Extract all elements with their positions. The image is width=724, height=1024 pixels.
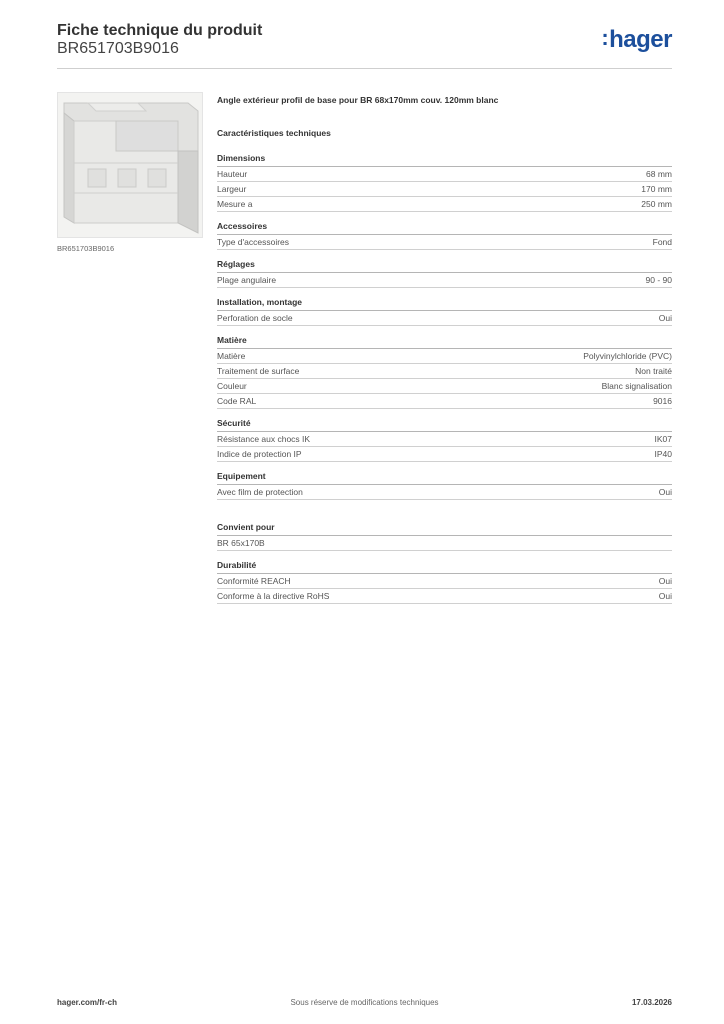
spec-row xyxy=(217,394,672,409)
section-title: Installation, montage xyxy=(217,297,672,311)
logo-text: hager xyxy=(609,26,672,53)
section-title: Dimensions xyxy=(217,153,672,167)
section-matiere xyxy=(217,335,672,409)
header-divider xyxy=(57,68,672,69)
spec-row xyxy=(217,485,672,500)
spec-label: Traitement de surface xyxy=(217,366,300,376)
spec-row xyxy=(217,589,672,604)
spec-value: Oui xyxy=(658,487,672,497)
spec-value: Oui xyxy=(658,591,672,601)
spec-value: Fond xyxy=(652,237,672,247)
footer-date: 17.03.2026 xyxy=(631,998,672,1007)
spec-row xyxy=(217,536,672,551)
spec-label: Matière xyxy=(217,351,246,361)
spec-label: Avec film de protection xyxy=(217,487,303,497)
page-title: Fiche technique du produit xyxy=(57,22,263,39)
section-title: Equipement xyxy=(217,471,672,485)
spec-row xyxy=(217,311,672,326)
spec-value: 170 mm xyxy=(641,184,672,194)
spec-label: Couleur xyxy=(217,381,247,391)
spec-label: Largeur xyxy=(217,184,247,194)
page-header xyxy=(57,22,672,68)
spec-label: Code RAL xyxy=(217,396,257,406)
spec-label: Type d'accessoires xyxy=(217,237,290,247)
spec-label: Résistance aux chocs IK xyxy=(217,434,311,444)
product-reference: BR651703B9016 xyxy=(57,40,179,57)
spec-row xyxy=(217,432,672,447)
section-dimensions xyxy=(217,153,672,212)
spec-row xyxy=(217,379,672,394)
spec-label: Conformité REACH xyxy=(217,576,291,586)
corner-profile-illustration xyxy=(58,93,202,237)
spec-row xyxy=(217,167,672,182)
section-title: Réglages xyxy=(217,259,672,273)
footer-disclaimer: Sous réserve de modifications techniques xyxy=(290,998,439,1007)
spec-label: Conforme à la directive RoHS xyxy=(217,591,330,601)
spec-value: 68 mm xyxy=(646,169,672,179)
spec-row xyxy=(217,273,672,288)
section-accessoires xyxy=(217,221,672,250)
section-title: Sécurité xyxy=(217,418,672,432)
spec-row xyxy=(217,235,672,250)
section-reglages xyxy=(217,259,672,288)
hager-logo: :hager xyxy=(601,25,672,53)
spec-value: 250 mm xyxy=(641,199,672,209)
spec-label: Indice de protection IP xyxy=(217,449,302,459)
section-title: Convient pour xyxy=(217,522,672,536)
spec-value: IP40 xyxy=(654,449,672,459)
spec-value: 90 - 90 xyxy=(645,275,672,285)
spec-value: 9016 xyxy=(653,396,672,406)
spec-label: Mesure a xyxy=(217,199,253,209)
product-name: Angle extérieur profil de base pour BR 68x170mm couv. 120mm blanc xyxy=(217,95,499,105)
section-title: Accessoires xyxy=(217,221,672,235)
spec-row xyxy=(217,197,672,212)
spec-row xyxy=(217,447,672,462)
spec-row xyxy=(217,574,672,589)
section-securite xyxy=(217,418,672,462)
section-title: Durabilité xyxy=(217,560,672,574)
spec-label: Perforation de socle xyxy=(217,313,293,323)
section-equipement xyxy=(217,471,672,500)
spec-row xyxy=(217,364,672,379)
spec-value: Oui xyxy=(658,313,672,323)
spec-row xyxy=(217,182,672,197)
spec-value: Oui xyxy=(658,576,672,586)
spec-value: Blanc signalisation xyxy=(601,381,672,391)
spec-content xyxy=(217,94,672,613)
spec-label: BR 65x170B xyxy=(217,538,265,548)
characteristics-title: Caractéristiques techniques xyxy=(217,128,331,138)
section-title: Matière xyxy=(217,335,672,349)
section-installation xyxy=(217,297,672,326)
spec-label: Plage angulaire xyxy=(217,275,277,285)
spec-row xyxy=(217,349,672,364)
footer-website-link[interactable]: hager.com/fr-ch xyxy=(57,998,118,1007)
section-durabilite xyxy=(217,560,672,604)
spec-value: Polyvinylchloride (PVC) xyxy=(583,351,672,361)
section-convient-pour xyxy=(217,522,672,551)
product-image xyxy=(57,92,203,238)
spec-label: Hauteur xyxy=(217,169,248,179)
image-caption: BR651703B9016 xyxy=(57,244,115,253)
spec-value: Non traité xyxy=(635,366,672,376)
spec-value: IK07 xyxy=(654,434,672,444)
